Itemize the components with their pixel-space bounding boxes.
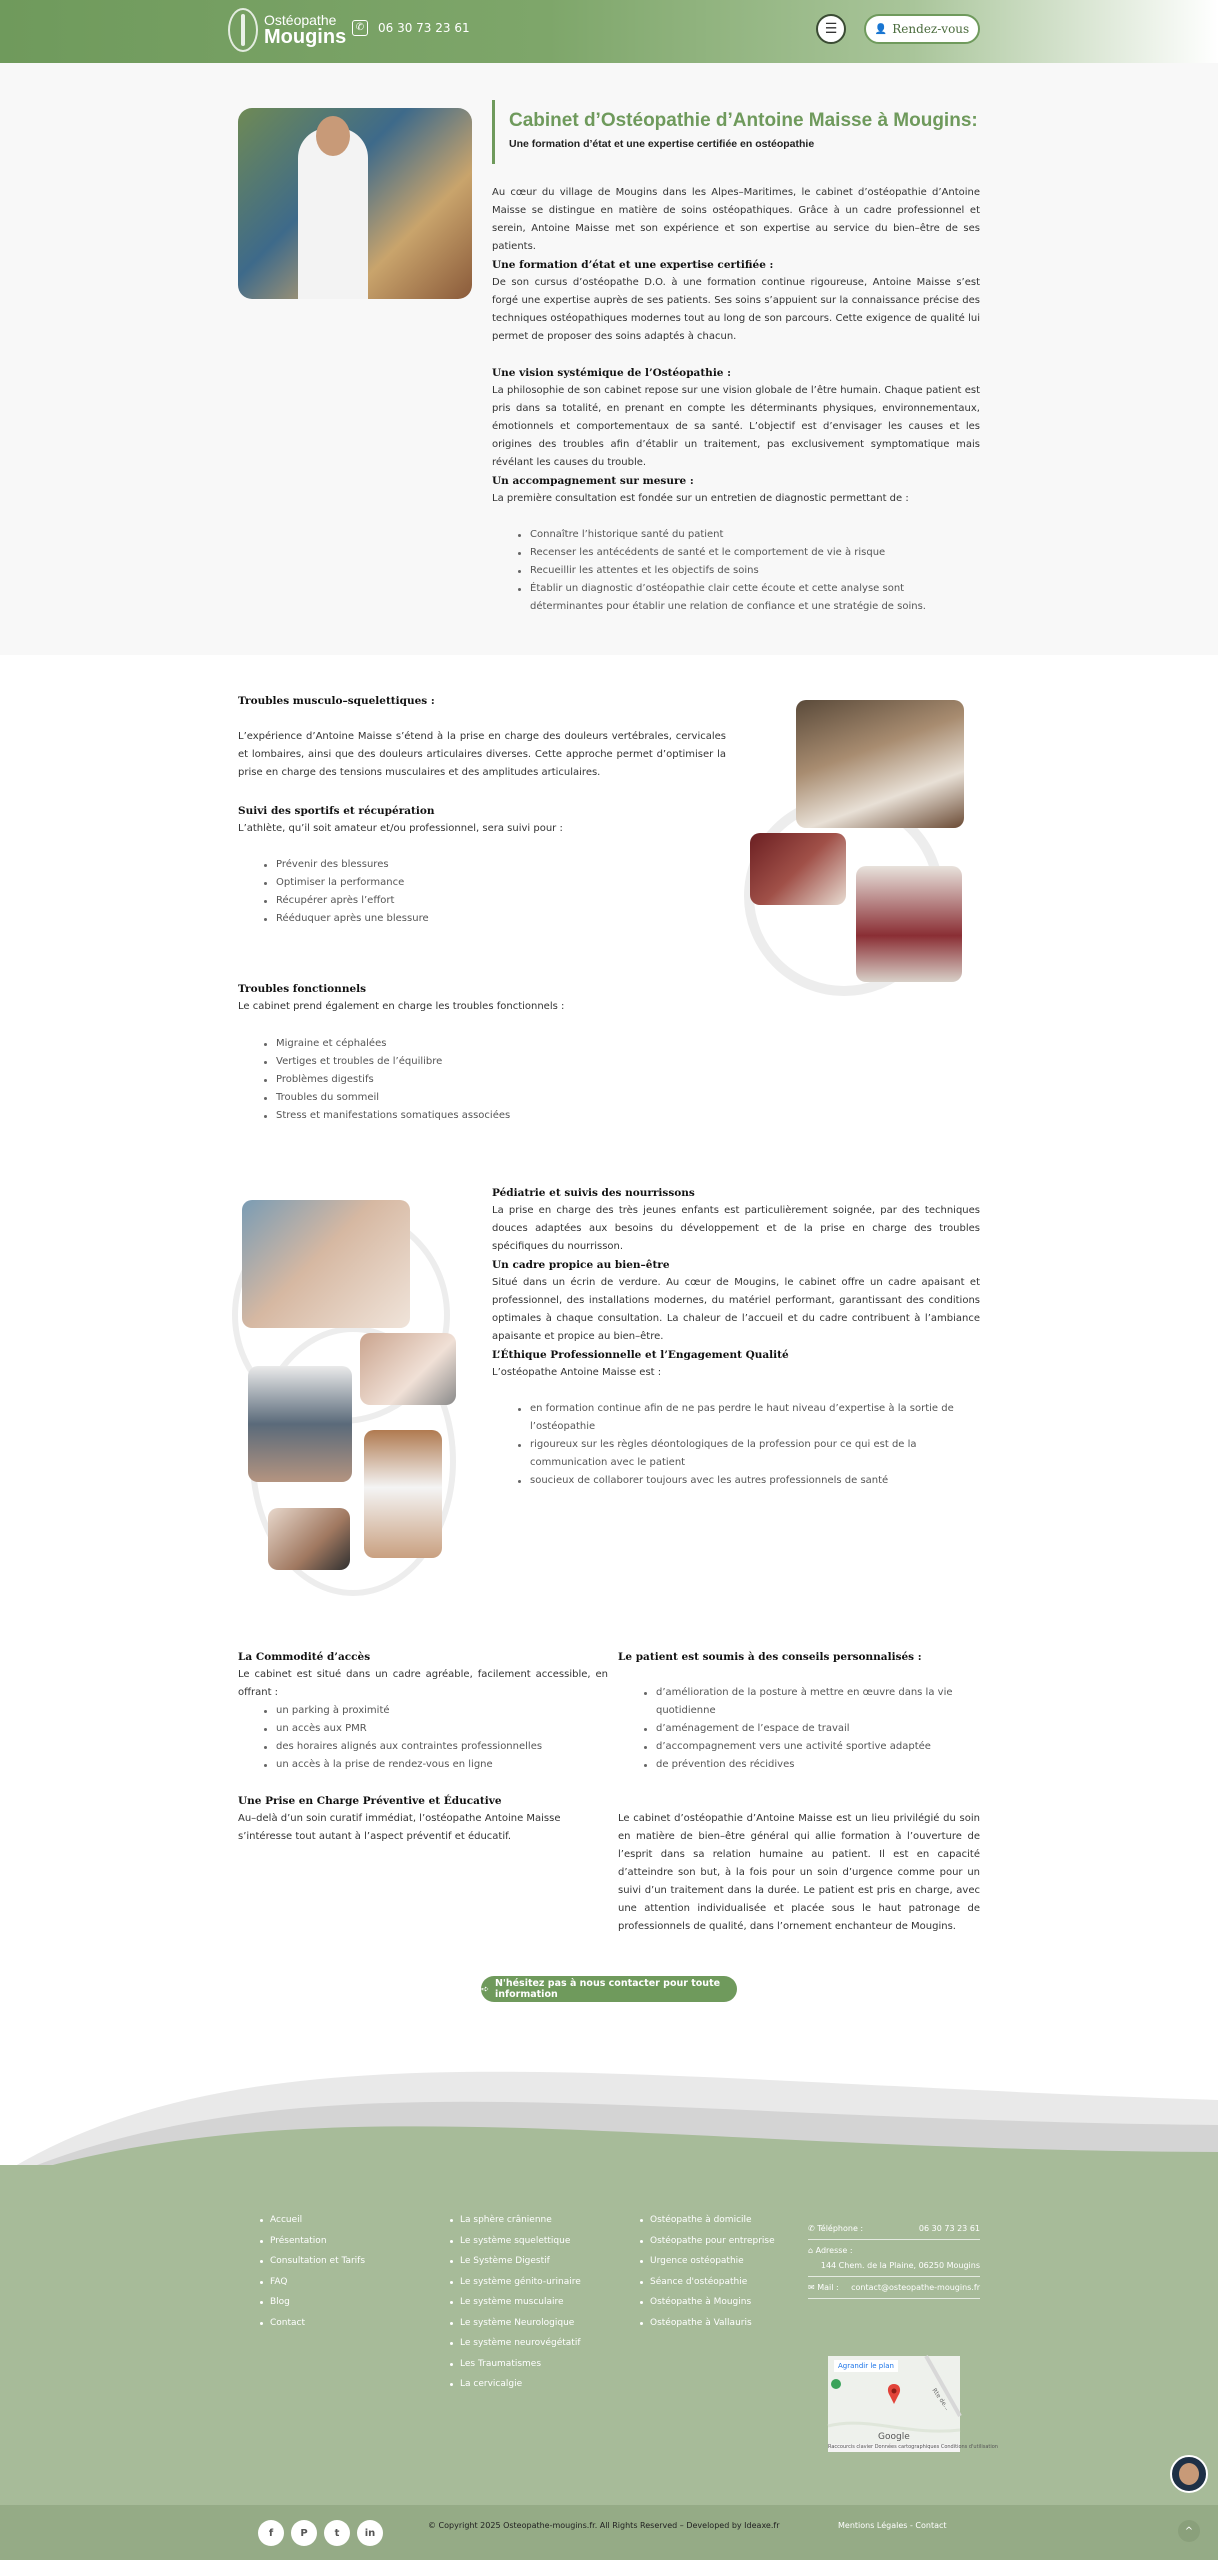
- copyright-text: © Copyright 2025 Osteopathe-mougins.fr. All Rights Reserved – Developed by Ideaxe.fr: [428, 2521, 780, 2530]
- scroll-top-button[interactable]: [1178, 2520, 1200, 2542]
- site-footer: [0, 2165, 1218, 2505]
- footer-menu-systems: [448, 2210, 581, 2395]
- section4-paragraph-3: Le cabinet d’ostéopathie d’Antoine Maisse est un lieu privilégié du soin en matière de bien–être général qui allie formation à l’ouverture de l’esprit dans sa relation humaine au patient. Il est en capacité d’atteindre son but, à la fois pour un soin d’urgence comme pour un suivi d’un traitement dans la durée. Le patient est pris en charge, avec une attention individualisée et placée sous le haut patronage de professionnels de qualité, dans l’ornement enchanteur de Mougins.: [618, 1813, 980, 1932]
- intro-paragraph-1: Au cœur du village de Mougins dans les Alpes–Maritimes, le cabinet d’ostéopathie d’Antoine Maisse se distingue en matière de soins ostéopathiques. Grâce à un cadre professionnel et serein, Antoine Maisse met son expérience et son expertise au service du bien–être de ses patients.: [492, 187, 980, 252]
- footer-link[interactable]: Le système Neurologique: [448, 2313, 581, 2334]
- contact-phone-label: Téléphone :: [817, 2224, 864, 2233]
- footer-menu-main: [258, 2210, 365, 2333]
- twitter-icon[interactable]: t: [324, 2520, 350, 2546]
- contact-phone-row[interactable]: [808, 2218, 980, 2240]
- map-attribution[interactable]: Raccourcis clavier Données cartographiques Conditions d'utilisation: [828, 2444, 998, 2450]
- section2-paragraph-2: L’athlète, qu’il soit amateur et/ou professionnel, sera suivi pour :: [238, 823, 563, 834]
- list-item: Récupérer après l’effort: [262, 892, 562, 910]
- page-title: Cabinet d’Ostéopathie d’Antoine Maisse à Mougins:: [509, 110, 978, 131]
- section2-heading-3: Troubles fonctionnels: [238, 983, 367, 995]
- list-item: Recueillir les attentes et les objectifs de soins: [516, 562, 960, 580]
- site-logo[interactable]: [228, 8, 346, 52]
- access-list: [262, 1702, 602, 1774]
- contact-address-label: Adresse :: [815, 2246, 853, 2255]
- footer-link[interactable]: FAQ: [258, 2272, 365, 2293]
- linkedin-icon[interactable]: in: [357, 2520, 383, 2546]
- list-item: Rééduquer après une blessure: [262, 910, 562, 928]
- intro-list: [516, 526, 960, 616]
- doctor-photo: [238, 108, 472, 299]
- rendez-vous-button[interactable]: [864, 14, 980, 44]
- footer-link[interactable]: Blog: [258, 2292, 365, 2313]
- list-item: un accès à la prise de rendez-vous en ligne: [262, 1756, 602, 1774]
- list-item: en formation continue afin de ne pas perdre le haut niveau d’expertise à la sortie de l’ostéopathie: [516, 1400, 978, 1436]
- footer-link[interactable]: Le système génito-urinaire: [448, 2272, 581, 2293]
- section2-heading-1: Troubles musculo–squelettiques :: [238, 695, 435, 707]
- section3-paragraph-2: Situé dans un écrin de verdure. Au cœur de Mougins, le cabinet offre un cadre apaisant et professionnel, des installations modernes, du matériel performant, garantissant des conditions optimales à chaque consultation. La chaleur de l’accueil et du cadre contribuent à l’ambiance apaisante et propice au bien–être.: [492, 1277, 980, 1342]
- map-google-logo: Google: [878, 2432, 910, 2442]
- menu-button[interactable]: [816, 14, 846, 44]
- list-item: un accès aux PMR: [262, 1720, 602, 1738]
- list-item: rigoureux sur les règles déontologiques de la profession pour ce qui est de la communication avec le patient: [516, 1436, 978, 1472]
- intro-heading-3: Une vision systémique de l’Ostéopathie :: [492, 367, 732, 379]
- section2-paragraph-3: Le cabinet prend également en charge les troubles fonctionnels :: [238, 1001, 565, 1012]
- list-item: Stress et manifestations somatiques associées: [262, 1107, 582, 1125]
- list-item: d’aménagement de l’espace de travail: [642, 1720, 982, 1738]
- footer-bottom-bar: [0, 2505, 1218, 2560]
- contact-mail-row[interactable]: [808, 2277, 980, 2299]
- logo-line1: Ostéopathe: [264, 12, 337, 28]
- ethics-list: [516, 1400, 978, 1490]
- footer-link[interactable]: Les Traumatismes: [448, 2354, 581, 2375]
- header-phone-number: 06 30 73 23 61: [378, 21, 470, 35]
- list-item: Vertiges et troubles de l’équilibre: [262, 1053, 582, 1071]
- footer-menu-services: [638, 2210, 775, 2333]
- avatar: [1179, 2463, 1199, 2485]
- contact-phone-value: 06 30 73 23 61: [918, 2224, 980, 2233]
- facebook-icon[interactable]: f: [258, 2520, 284, 2546]
- arrow-icon: ➪: [481, 1983, 489, 1995]
- chat-avatar-button[interactable]: [1170, 2455, 1208, 2493]
- location-map[interactable]: [828, 2356, 998, 2452]
- list-item: de prévention des récidives: [642, 1756, 982, 1774]
- section4-block-2: [238, 1792, 608, 1846]
- list-item: d’accompagnement vers une activité sportive adaptée: [642, 1738, 982, 1756]
- map-road-label: Rte de...: [930, 2387, 951, 2412]
- footer-link[interactable]: Le système squelettique: [448, 2231, 581, 2252]
- section3-block-3: [492, 1346, 980, 1382]
- footer-link[interactable]: Ostéopathe à domicile: [638, 2210, 775, 2231]
- footer-link[interactable]: Le système musculaire: [448, 2292, 581, 2313]
- intro-paragraph-3: La philosophie de son cabinet repose sur une vision globale de l’être humain. Chaque patient est pris dans sa totalité, en prenant en compte les déterminants physiques, environnementaux, émotionnels et comportementaux de sa santé. L’objectif est d’envisager les causes et les origines des troubles afin d’établir un traitement, pas exclusivement symptomatique mais révélant les causes du trouble.: [492, 385, 980, 468]
- intro-heading-2: Une formation d’état et une expertise certifiée :: [492, 259, 774, 271]
- contact-cta-button[interactable]: [481, 1976, 737, 2002]
- logo-line2: Mougins: [264, 26, 347, 48]
- phone-icon: ✆: [352, 20, 368, 36]
- section3-paragraph-3: L’ostéopathe Antoine Maisse est :: [492, 1367, 662, 1378]
- list-item: un parking à proximité: [262, 1702, 602, 1720]
- footer-link[interactable]: Urgence ostéopathie: [638, 2251, 775, 2272]
- pinterest-icon[interactable]: P: [291, 2520, 317, 2546]
- list-item: d’amélioration de la posture à mettre en œuvre dans la vie quotidienne: [642, 1684, 982, 1720]
- intro-block-2: [492, 256, 980, 346]
- map-enlarge-link[interactable]: Agrandir le plan: [834, 2360, 898, 2372]
- section4-heading-2: Une Prise en Charge Préventive et Éducative: [238, 1795, 502, 1807]
- footer-link[interactable]: Ostéopathe à Mougins: [638, 2292, 775, 2313]
- section3-heading-3: L’Éthique Professionnelle et l’Engagement Qualité: [492, 1349, 789, 1361]
- footer-link[interactable]: Présentation: [258, 2231, 365, 2252]
- footer-contact: [808, 2218, 980, 2299]
- footer-link[interactable]: Consultation et Tarifs: [258, 2251, 365, 2272]
- section3-heading-2: Un cadre propice au bien–être: [492, 1259, 670, 1271]
- contact-cta-label: N'hésitez pas à nous contacter pour toute information: [494, 1978, 721, 2000]
- intro-block-4: [492, 472, 980, 508]
- section4-block-3: [618, 1648, 980, 1666]
- contact-mail-label: Mail :: [817, 2283, 839, 2292]
- hamburger-icon: ☰: [824, 21, 838, 37]
- section3-heading-1: Pédiatrie et suivis des nourrissons: [492, 1187, 695, 1199]
- list-item: Optimiser la performance: [262, 874, 562, 892]
- section2-heading-2: Suivi des sportifs et récupération: [238, 805, 435, 817]
- contact-address-value: 144 Chem. de la Plaine, 06250 Mougins: [820, 2261, 980, 2270]
- functional-list: [262, 1035, 582, 1125]
- massage-photo: [360, 1333, 456, 1405]
- rendez-vous-label: Rendez-vous: [892, 22, 970, 36]
- list-item: Connaître l’historique santé du patient: [516, 526, 960, 544]
- page-subtitle: Une formation d’état et une expertise certifiée en ostéopathie: [509, 138, 815, 150]
- waiting-room-photo: [750, 833, 846, 905]
- contact-mail-value: contact@osteopathe-mougins.fr: [851, 2283, 980, 2292]
- office-chairs-photo: [856, 866, 962, 982]
- intro-paragraph-4: La première consultation est fondée sur un entretien de diagnostic permettant de :: [492, 493, 909, 504]
- footer-link[interactable]: La sphère crânienne: [448, 2210, 581, 2231]
- advice-list: [642, 1684, 982, 1774]
- footer-link[interactable]: Ostéopathe à Vallauris: [638, 2313, 775, 2334]
- footer-link[interactable]: Séance d'ostéopathie: [638, 2272, 775, 2293]
- contact-address-row: [808, 2240, 980, 2277]
- footer-link[interactable]: Le système neurovégétatif: [448, 2333, 581, 2354]
- section2-block-2: [238, 802, 726, 838]
- footer-link[interactable]: La cervicalgie: [448, 2374, 581, 2395]
- intro-block-3: [492, 364, 980, 472]
- list-item: Recenser les antécédents de santé et le comportement de vie à risque: [516, 544, 960, 562]
- footer-link[interactable]: Contact: [258, 2313, 365, 2334]
- footer-link[interactable]: Ostéopathe pour entreprise: [638, 2231, 775, 2252]
- section4-paragraph-1: Le cabinet est situé dans un cadre agréable, facilement accessible, en offrant :: [238, 1669, 608, 1698]
- legal-links[interactable]: Mentions Légales - Contact: [838, 2521, 947, 2530]
- section2-block-3: [238, 980, 726, 1016]
- list-item: Prévenir des blessures: [262, 856, 562, 874]
- intro-paragraph-2: De son cursus d’ostéopathe D.O. à une formation continue rigoureuse, Antoine Maisse s’est forgé une expertise auprès de ses patients. Ses soins s’appuient sur la connaissance précise des techniques ostéopathiques modernes tout au long de son parcours. Cette exigence de qualité lui permet de proposer des soins adaptés à chacun.: [492, 277, 980, 342]
- footer-link[interactable]: Le Système Digestif: [448, 2251, 581, 2272]
- footer-wave: [0, 2040, 1218, 2180]
- site-header: [0, 0, 1218, 63]
- list-item: Problèmes digestifs: [262, 1071, 582, 1089]
- footer-link[interactable]: Accueil: [258, 2210, 365, 2231]
- list-item: des horaires alignés aux contraintes professionnelles: [262, 1738, 602, 1756]
- chevron-up-icon: ^: [1184, 2525, 1194, 2537]
- list-item: Établir un diagnostic d’ostéopathie clair cette écoute et cette analyse sont déterminantes pour établir une relation de confiance et une stratégie de soins.: [516, 580, 960, 616]
- list-item: soucieux de collaborer toujours avec les autres professionnels de santé: [516, 1472, 978, 1490]
- intro-title-block: [492, 100, 982, 164]
- section3-block-2: [492, 1256, 980, 1346]
- section3-paragraph-1: La prise en charge des très jeunes enfants est particulièrement soignée, par des techniques douces adaptées aux besoins du développement et de la prise en charge des troubles spécifiques du nourrisson.: [492, 1205, 980, 1252]
- intro-heading-4: Un accompagnement sur mesure :: [492, 475, 694, 487]
- section4-paragraph-2: Au–delà d’un soin curatif immédiat, l’ostéopathe Antoine Maisse s’intéresse tout autant à l’aspect préventif et éducatif.: [238, 1813, 561, 1842]
- section2-paragraph-1: L’expérience d’Antoine Maisse s’étend à la prise en charge des douleurs vertébrales, cervicales et lombaires, ainsi que des douleurs articulaires diverses. Cette approche permet d’optimiser la prise en charge des tensions musculaires et des amplitudes articulaires.: [238, 731, 726, 778]
- sport-list: [262, 856, 562, 928]
- user-icon: 👤: [874, 23, 888, 35]
- section3-block-1: [492, 1184, 980, 1256]
- location-icon: ⌂: [808, 2246, 816, 2255]
- back-treatment-photo: [248, 1366, 352, 1482]
- section2-block-1: [238, 692, 726, 782]
- section4-block-1: [238, 1648, 608, 1702]
- section4-heading-1: La Commodité d’accès: [238, 1651, 371, 1663]
- list-item: Troubles du sommeil: [262, 1089, 582, 1107]
- mail-icon: ✉: [808, 2283, 818, 2292]
- phone-icon: ✆: [808, 2224, 818, 2233]
- osteopath-portrait-photo: [364, 1430, 442, 1558]
- spine-logo-icon: [228, 8, 258, 52]
- neck-treatment-photo: [268, 1508, 350, 1570]
- treatment-room-photo: [796, 700, 964, 828]
- pediatric-care-photo: [242, 1200, 410, 1328]
- section4-heading-3: Le patient est soumis à des conseils personnalisés :: [618, 1651, 922, 1663]
- list-item: Migraine et céphalées: [262, 1035, 582, 1053]
- header-phone[interactable]: [352, 20, 470, 36]
